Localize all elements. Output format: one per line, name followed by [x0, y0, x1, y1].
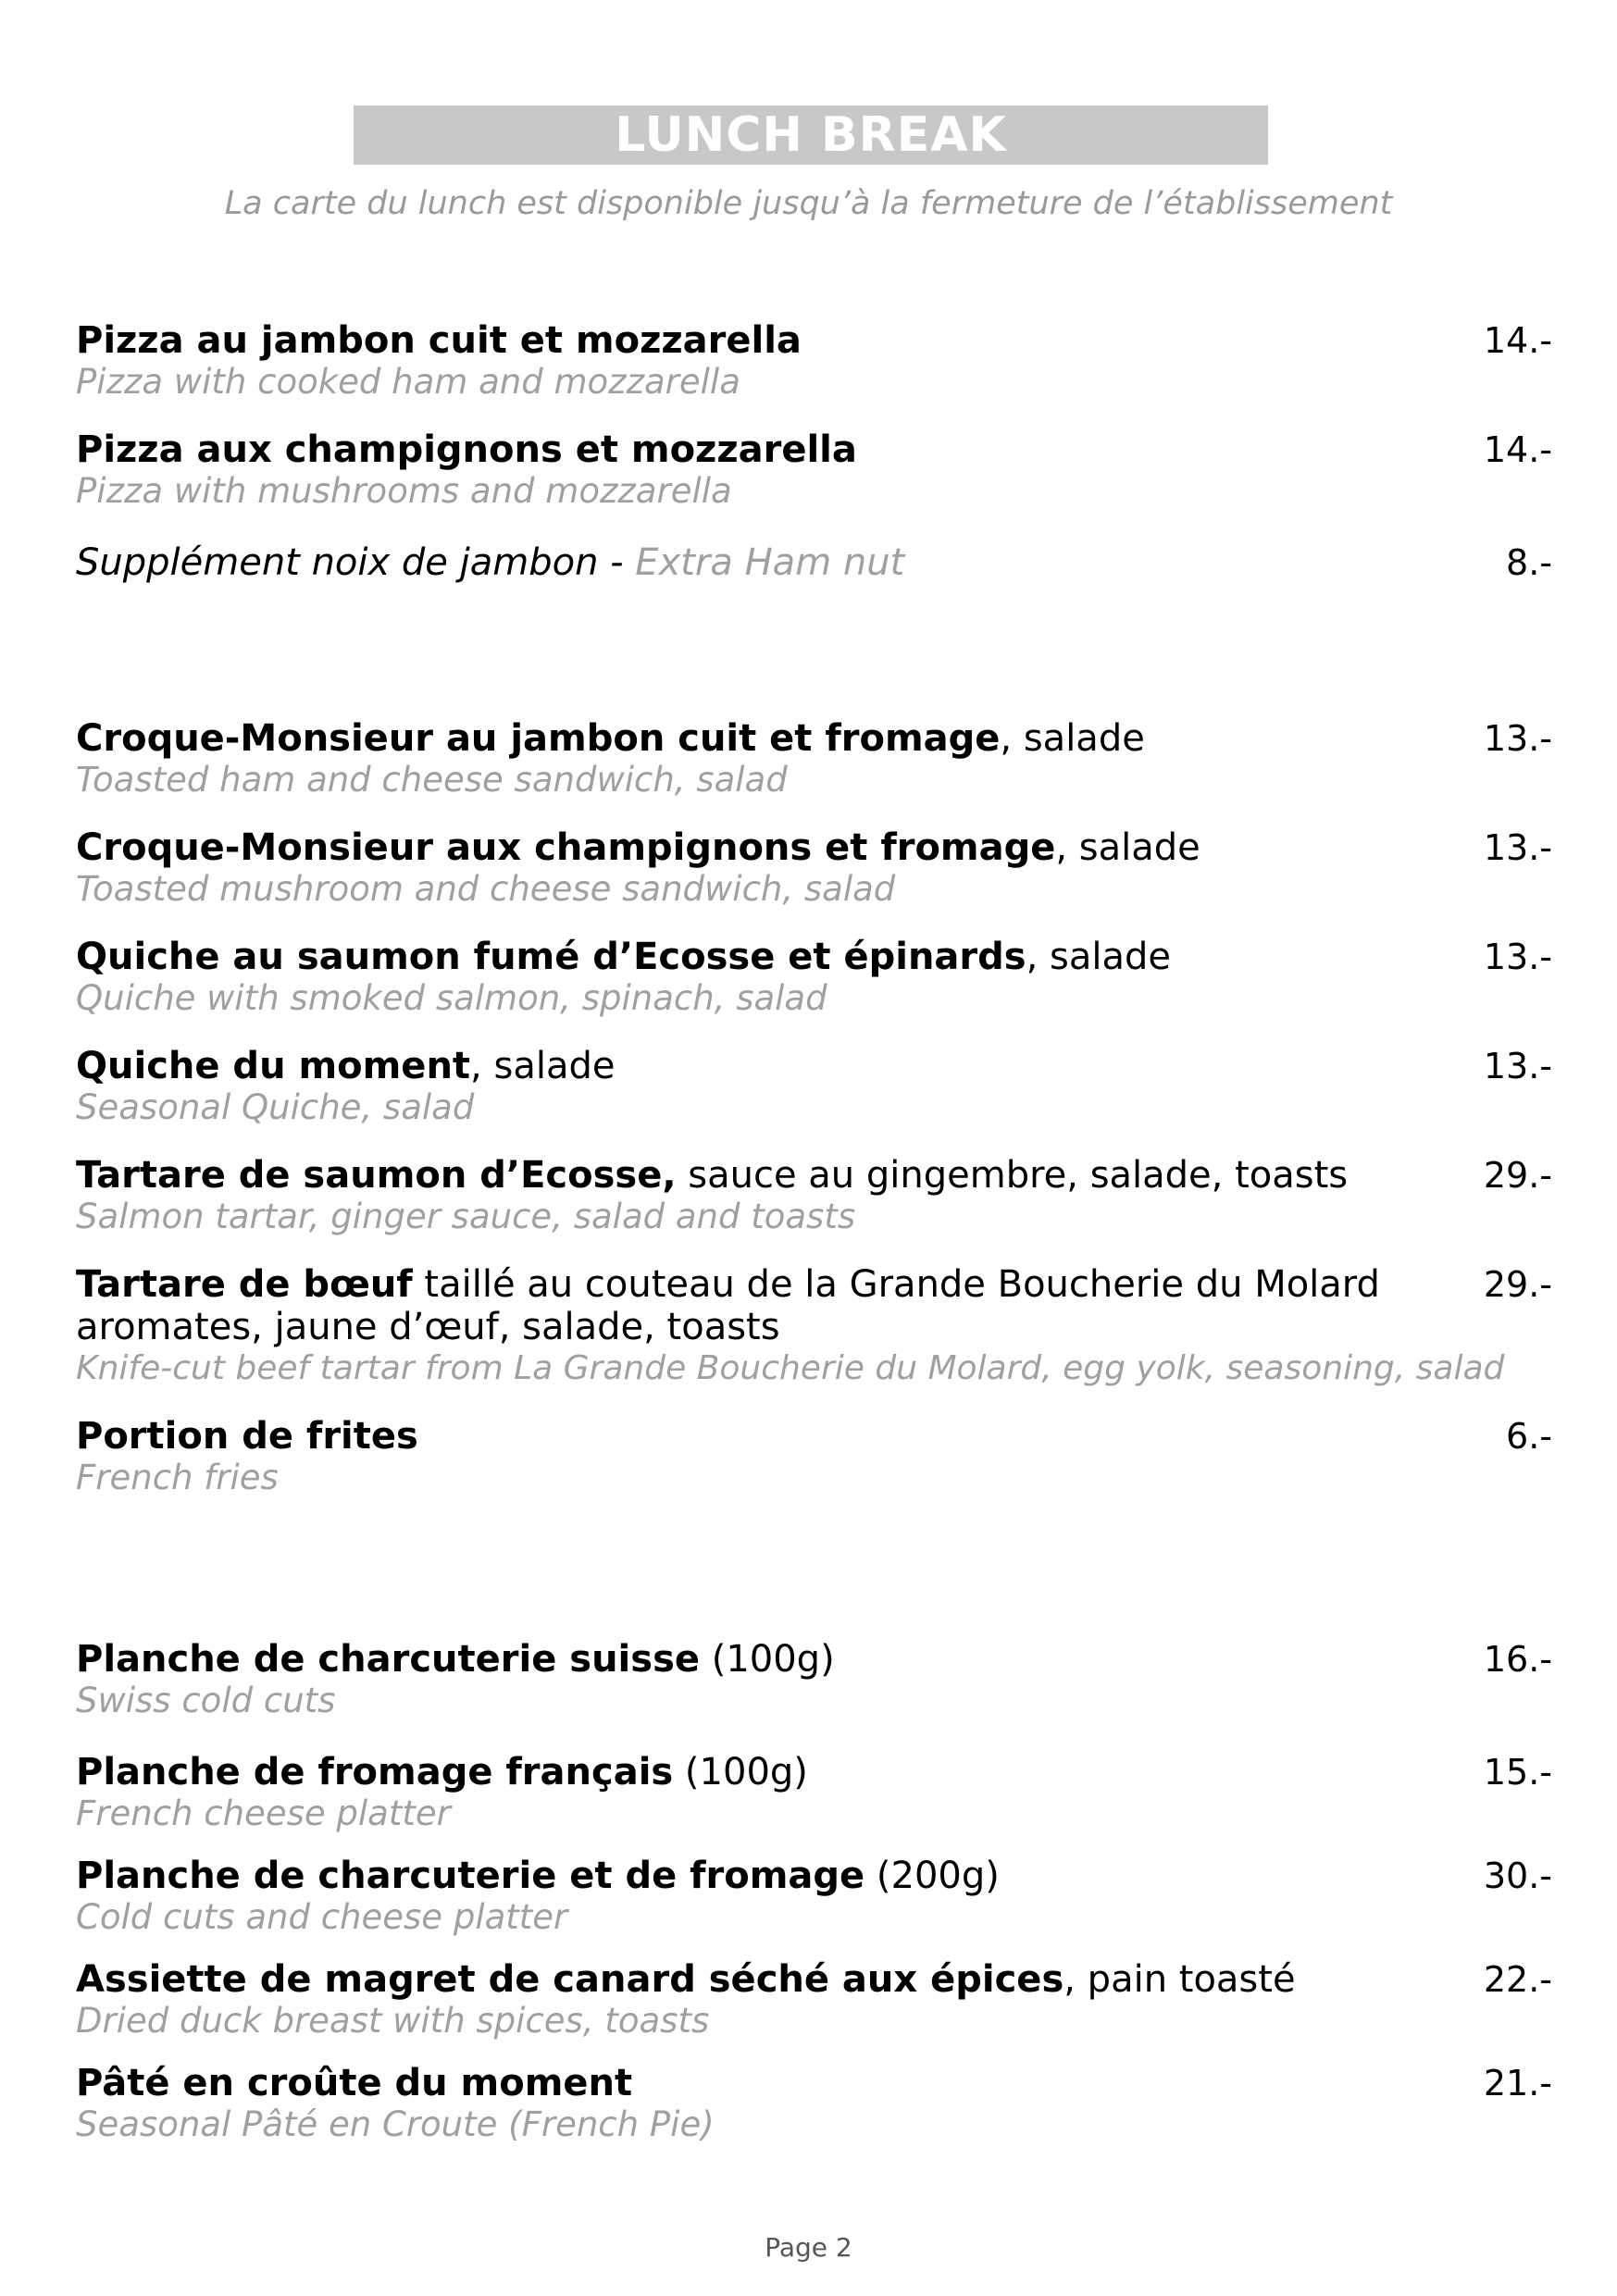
item-price: 29.- [1483, 1264, 1552, 1305]
item-extra: , salade [470, 1045, 616, 1087]
menu-item [76, 1958, 1552, 2042]
item-price: 8.- [1506, 542, 1552, 583]
item-price: 13.- [1483, 718, 1552, 759]
supplement-translation: Extra Ham nut [635, 541, 905, 584]
menu-item [76, 1045, 1552, 1128]
item-name: Tartare de saumon d’Ecosse, [76, 1154, 677, 1197]
menu-title: LUNCH BREAK [615, 107, 1007, 163]
item-name: Croque-Monsieur au jambon cuit et fromage [76, 717, 1001, 760]
item-extra: , salade [1000, 717, 1145, 760]
item-description: Pizza with cooked ham and mozzarella [76, 362, 740, 402]
item-extra: sauce au gingembre, salade, toasts [676, 1154, 1349, 1197]
item-price: 22.- [1483, 1959, 1552, 2000]
platters-section [76, 1638, 1552, 2173]
item-name: Pizza aux champignons et mozzarella [76, 428, 857, 471]
menu-item [76, 1751, 1552, 1834]
item-extra: , pain toasté [1063, 1958, 1296, 2001]
menu-title-banner [354, 105, 1268, 165]
item-price: 14.- [1483, 320, 1552, 361]
page-number: Page 2 [765, 2232, 852, 2263]
item-description: French fries [76, 1458, 279, 1497]
menu-item [76, 319, 1552, 403]
item-extra: , salade [1055, 826, 1200, 869]
item-description: Knife-cut beef tartar from La Grande Boucherie du Molard, egg yolk, seasoning, salad [76, 1349, 1505, 1387]
mains-section [76, 717, 1552, 1526]
item-name: Assiette de magret de canard séché aux épices [76, 1958, 1064, 2001]
item-name: Pâté en croûte du moment [76, 2062, 633, 2104]
menu-item [76, 1154, 1552, 1237]
supplement-item [76, 541, 1552, 584]
item-description: Dried duck breast with spices, toasts [76, 2001, 710, 2041]
item-price: 13.- [1483, 827, 1552, 868]
item-price: 21.- [1483, 2063, 1552, 2104]
menu-item [76, 936, 1552, 1019]
item-name: Quiche au saumon fumé d’Ecosse et épinards [76, 936, 1026, 978]
item-description: Swiss cold cuts [76, 1681, 336, 1720]
menu-item [76, 826, 1552, 910]
item-description: Toasted ham and cheese sandwich, salad [76, 760, 788, 800]
item-price: 16.- [1483, 1639, 1552, 1680]
item-price: 29.- [1483, 1155, 1552, 1196]
item-name: Portion de frites [76, 1415, 418, 1458]
item-extra-line: aromates, jaune d’œuf, salade, toasts [76, 1306, 780, 1348]
item-extra: taillé au couteau de la Grande Boucherie du Molard [412, 1263, 1380, 1306]
item-description: Toasted mushroom and cheese sandwich, salad [76, 869, 896, 909]
supplement-separator: - [598, 541, 636, 584]
item-name: Planche de fromage français [76, 1751, 674, 1793]
item-name: Tartare de bœuf [76, 1263, 413, 1306]
item-price: 30.- [1483, 1855, 1552, 1896]
item-name: Pizza au jambon cuit et mozzarella [76, 319, 802, 362]
item-name: Planche de charcuterie suisse [76, 1638, 701, 1681]
menu-subtitle: La carte du lunch est disponible jusqu’à la fermeture de l’établissement [224, 185, 1393, 222]
supplement-name: Supplément noix de jambon [76, 541, 599, 584]
item-description: French cheese platter [76, 1793, 451, 1833]
item-description: Seasonal Quiche, salad [76, 1087, 475, 1127]
menu-item [76, 1263, 1552, 1389]
menu-item [76, 428, 1552, 512]
item-name: Planche de charcuterie et de fromage [76, 1855, 865, 1897]
pizza-section [76, 319, 1552, 612]
menu-item [76, 1855, 1552, 1938]
item-description: Cold cuts and cheese platter [76, 1897, 568, 1937]
item-extra: (200g) [864, 1855, 1000, 1897]
menu-item [76, 1638, 1552, 1721]
item-description: Salmon tartar, ginger sauce, salad and toasts [76, 1197, 856, 1236]
item-description: Seasonal Pâté en Croute (French Pie) [76, 2104, 715, 2144]
item-extra: (100g) [673, 1751, 808, 1793]
item-extra: , salade [1026, 936, 1171, 978]
menu-item [76, 1415, 1552, 1498]
item-extra: (100g) [700, 1638, 835, 1681]
item-price: 13.- [1483, 1046, 1552, 1086]
item-price: 6.- [1506, 1416, 1552, 1457]
item-price: 15.- [1483, 1752, 1552, 1793]
item-name: Croque-Monsieur aux champignons et fromage [76, 826, 1056, 869]
item-description: Quiche with smoked salmon, spinach, salad [76, 978, 827, 1018]
menu-item [76, 2062, 1552, 2145]
item-name: Quiche du moment [76, 1045, 471, 1087]
item-price: 13.- [1483, 937, 1552, 977]
item-description: Pizza with mushrooms and mozzarella [76, 471, 732, 511]
menu-item [76, 717, 1552, 800]
item-price: 14.- [1483, 429, 1552, 470]
